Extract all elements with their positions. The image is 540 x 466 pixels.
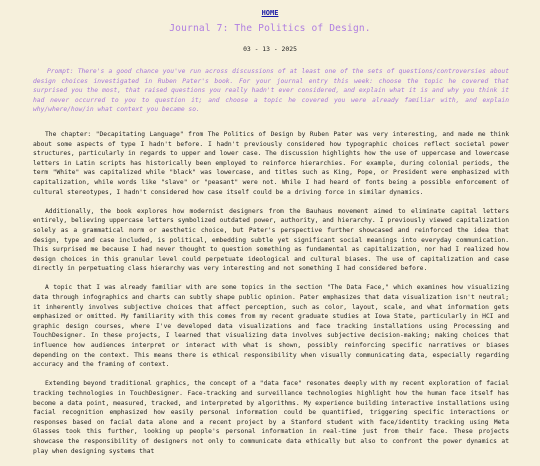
home-link[interactable]: HOME bbox=[261, 9, 279, 17]
journal-content bbox=[33, 67, 509, 466]
paragraph-3: A topic that I was already familiar with are some topics in the section "The Data Face," which examines how visualizing data through infographics and charts can subtly shape public opinion. Pater emphasizes that data visualization isn't neutral; it inherently involves subjective choices that affect perception, such as color, layout, scale, and what information gets emphasized or omitted. My familiarity with this comes from my recent graduate studies at Iowa State, particularly in HCI and graphic design courses, where I've developed data visualizations and face tracking installations using Processing and TouchDesigner. In these projects, I learned that visualizing data involves subjective decision-making; making choices that influence how audiences interpret or interact with what is shown, possibly reinforcing specific narratives or biases depending on the context. This means there is ethical responsibility when visually communicating data, especially regarding accuracy and the framing of context. bbox=[33, 284, 509, 369]
paragraph-1: The chapter: "Decapitating Language" from The Politics of Design by Ruben Pater was very interesting, and made me think about some aspects of type I hadn't before. I hadn't previously considered how typographic choices reflect societal power structures, particularly in regards to upper and lower case. The discussion highlights how the use of uppercase and lowercase letters in Latin scripts has historically been employed to reinforce hierarchies. For example, during colonial periods, the term "White" was capitalized while "black" was lowercase, and titles such as King, Pope, or President were emphasized with capitalization, while words like "slave" or "peasant" were not. While I had heard of fonts being a possible enforcement of cultural stereotypes, I hadn't considered how case itself could be a driving force in similar dynamics. bbox=[33, 130, 509, 196]
journal-prompt: Prompt: There's a good chance you've run across discussions of at least one of the sets of questions/controversies about design choices investigated in Ruben Pater's book. For your journal entry this week: choose the topic he covered that surprised you the most, that raised questions you really hadn't ever considered, and explain what it is and why you think it had never occurred to you to question it; and choose a topic he covered you were already familiar with, and explain why/where/how/in what context you became so. bbox=[33, 68, 509, 114]
entry-date: 03 - 13 - 2025 bbox=[243, 45, 297, 53]
paragraph-4: Extending beyond traditional graphics, the concept of a "data face" resonates deeply with my recent exploration of facial tracking technologies in TouchDesigner. Face-tracking and surveillance technologies highlight how the human face itself has become a data point, measured, tracked, and interpreted by algorithms. My experience building interactive installations using facial recognition emphasized how easily personal information could be quantified, triggering specific interactions or responses based on facial data alone and a recent project by a Stanford student with face/identity tracking using Meta Glasses took this further, looking up people's personal information in real-time just from their face. These projects showcase the responsibility of designers not only to communicate data ethically but also to confront the power dynamics at play when designing systems that bbox=[33, 380, 509, 455]
paragraph-2: Additionally, the book explores how modernist designers from the Bauhaus movement aimed to eliminate capital letters entirely, believing uppercase letters symbolized outdated power, authority, and hierarchy. I previously viewed capitalization solely as a grammatical norm or aesthetic choice, but Pater's perspective further showcased and reinforced the idea that design, type and case included, is political, embedding subtle yet significant social meanings into everyday communication. This surprised me because I had never thought to question something as fundamental as capitalization, nor had I realized how design choices in this granular level could perpetuate ideological and cultural biases. The use of capitalization and case directly in perpetuating class hierarchy was very interesting and not something I had considered before. bbox=[33, 207, 509, 273]
page-title: Journal 7: The Politics of Design. bbox=[169, 23, 371, 34]
